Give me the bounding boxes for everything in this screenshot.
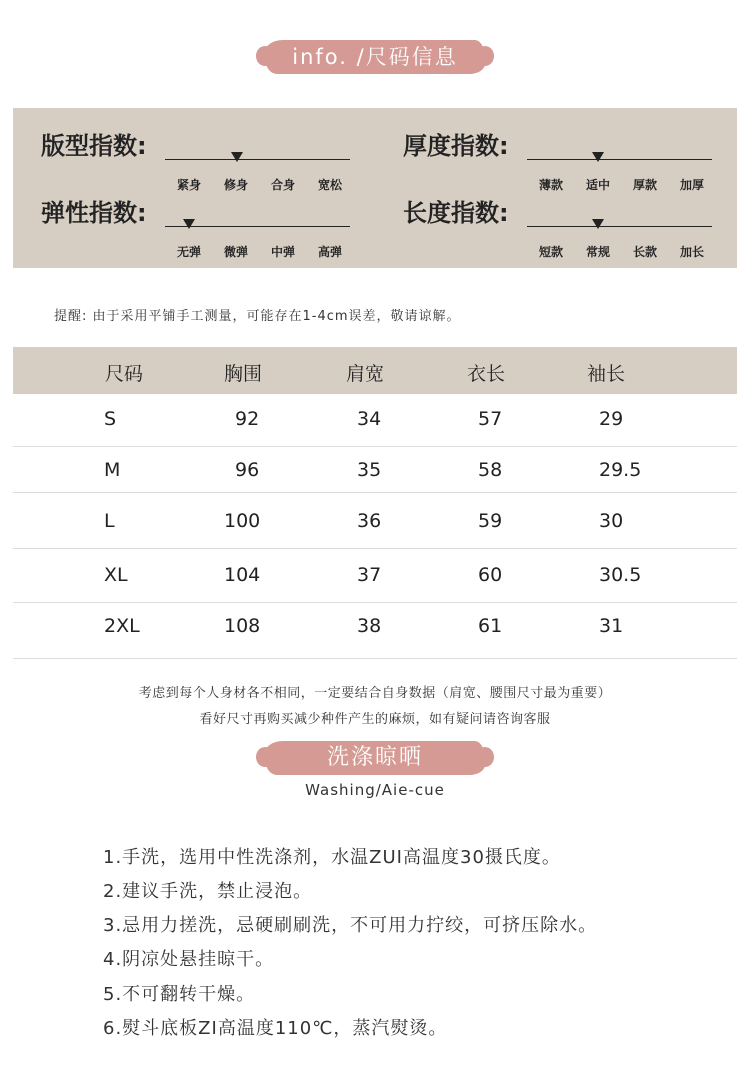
length-option: 常规 <box>585 245 610 259</box>
table-row <box>13 493 737 549</box>
length-index-line <box>527 226 712 227</box>
thickness-option: 加厚 <box>679 178 704 192</box>
cell-length: 61 <box>478 615 503 637</box>
wash-instruction: 2.建议手洗，禁止浸泡。 <box>103 881 313 902</box>
cell-sleeve: 30 <box>599 510 624 532</box>
washing-banner: 洗涤晾晒 <box>265 741 485 775</box>
thickness-index-title: 厚度指数: <box>403 132 509 160</box>
length-option: 加长 <box>679 245 704 259</box>
cell-shoulder: 38 <box>357 615 382 637</box>
wash-instruction: 1.手洗，选用中性洗涤剂，水温ZUI高温度30摄氏度。 <box>103 847 561 868</box>
size-note-2: 看好尺寸再购买减少种件产生的麻烦，如有疑问请咨询客服 <box>199 712 551 727</box>
cell-sleeve: 29 <box>599 408 624 430</box>
fit-option: 修身 <box>223 178 248 192</box>
cell-length: 58 <box>478 459 503 481</box>
fit-index <box>13 126 353 192</box>
info-size-banner: info. /尺码信息 <box>265 40 485 74</box>
elasticity-index <box>13 193 353 259</box>
cell-shoulder: 34 <box>357 408 382 430</box>
thickness-option: 厚款 <box>632 178 657 192</box>
cell-size: S <box>104 408 117 430</box>
cell-size: M <box>104 459 121 481</box>
fit-option: 紧身 <box>176 178 201 192</box>
length-index-marker <box>592 219 604 229</box>
cell-size: L <box>104 510 115 532</box>
cell-sleeve: 29.5 <box>599 459 642 481</box>
cell-length: 60 <box>478 564 503 586</box>
elasticity-option: 中弹 <box>270 245 295 259</box>
header-size: 尺码 <box>105 363 144 385</box>
table-row <box>13 549 737 603</box>
wash-instruction: 4.阴凉处悬挂晾干。 <box>103 949 275 970</box>
cell-size: XL <box>104 564 128 586</box>
thickness-index-line <box>527 159 712 160</box>
thickness-index-marker <box>592 152 604 162</box>
cell-sleeve: 31 <box>599 615 624 637</box>
cell-length: 59 <box>478 510 503 532</box>
length-option: 长款 <box>632 245 657 259</box>
index-panel <box>13 108 737 268</box>
length-option: 短款 <box>538 245 563 259</box>
wash-instruction: 6.熨斗底板ZI高温度110℃，蒸汽熨烫。 <box>103 1018 448 1039</box>
fit-option: 宽松 <box>317 178 342 192</box>
cell-size: 2XL <box>104 615 140 637</box>
fit-option: 合身 <box>270 178 295 192</box>
elasticity-option: 高弹 <box>317 245 342 259</box>
length-index-title: 长度指数: <box>403 199 509 227</box>
cell-shoulder: 36 <box>357 510 382 532</box>
cell-chest: 96 <box>235 459 260 481</box>
size-note-1: 考虑到每个人身材各不相同，一定要结合自身数据（肩宽、腰围尺寸最为重要） <box>138 686 612 701</box>
table-row <box>13 447 737 493</box>
thickness-option: 薄款 <box>538 178 563 192</box>
thickness-index <box>375 126 715 192</box>
cell-sleeve: 30.5 <box>599 564 642 586</box>
header-length: 衣长 <box>467 363 506 385</box>
elasticity-option: 无弹 <box>176 245 201 259</box>
table-row <box>13 394 737 447</box>
cell-chest: 92 <box>235 408 260 430</box>
table-header <box>13 347 737 394</box>
measurement-tip: 提醒: 由于采用平铺手工测量，可能存在1-4cm误差，敬请谅解。 <box>54 309 461 324</box>
header-chest: 胸围 <box>224 363 263 385</box>
length-index <box>375 193 715 259</box>
cell-chest: 104 <box>224 564 261 586</box>
thickness-option: 适中 <box>585 178 610 192</box>
wash-instruction: 3.忌用力搓洗，忌硬刷刷洗，不可用力拧绞，可挤压除水。 <box>103 915 598 936</box>
elasticity-index-title: 弹性指数: <box>41 199 147 227</box>
table-row <box>13 603 737 659</box>
wash-instruction: 5.不可翻转干燥。 <box>103 984 256 1005</box>
size-table <box>13 347 737 659</box>
cell-shoulder: 35 <box>357 459 382 481</box>
fit-index-title: 版型指数: <box>41 132 147 160</box>
elasticity-option: 微弹 <box>223 245 248 259</box>
washing-subtitle: Washing/Aie-cue <box>305 781 445 799</box>
header-shoulder: 肩宽 <box>346 363 385 385</box>
cell-shoulder: 37 <box>357 564 382 586</box>
header-sleeve: 袖长 <box>587 363 626 385</box>
cell-chest: 108 <box>224 615 261 637</box>
fit-index-marker <box>231 152 243 162</box>
elasticity-index-marker <box>183 219 195 229</box>
cell-length: 57 <box>478 408 503 430</box>
cell-chest: 100 <box>224 510 261 532</box>
fit-index-line <box>165 159 350 160</box>
